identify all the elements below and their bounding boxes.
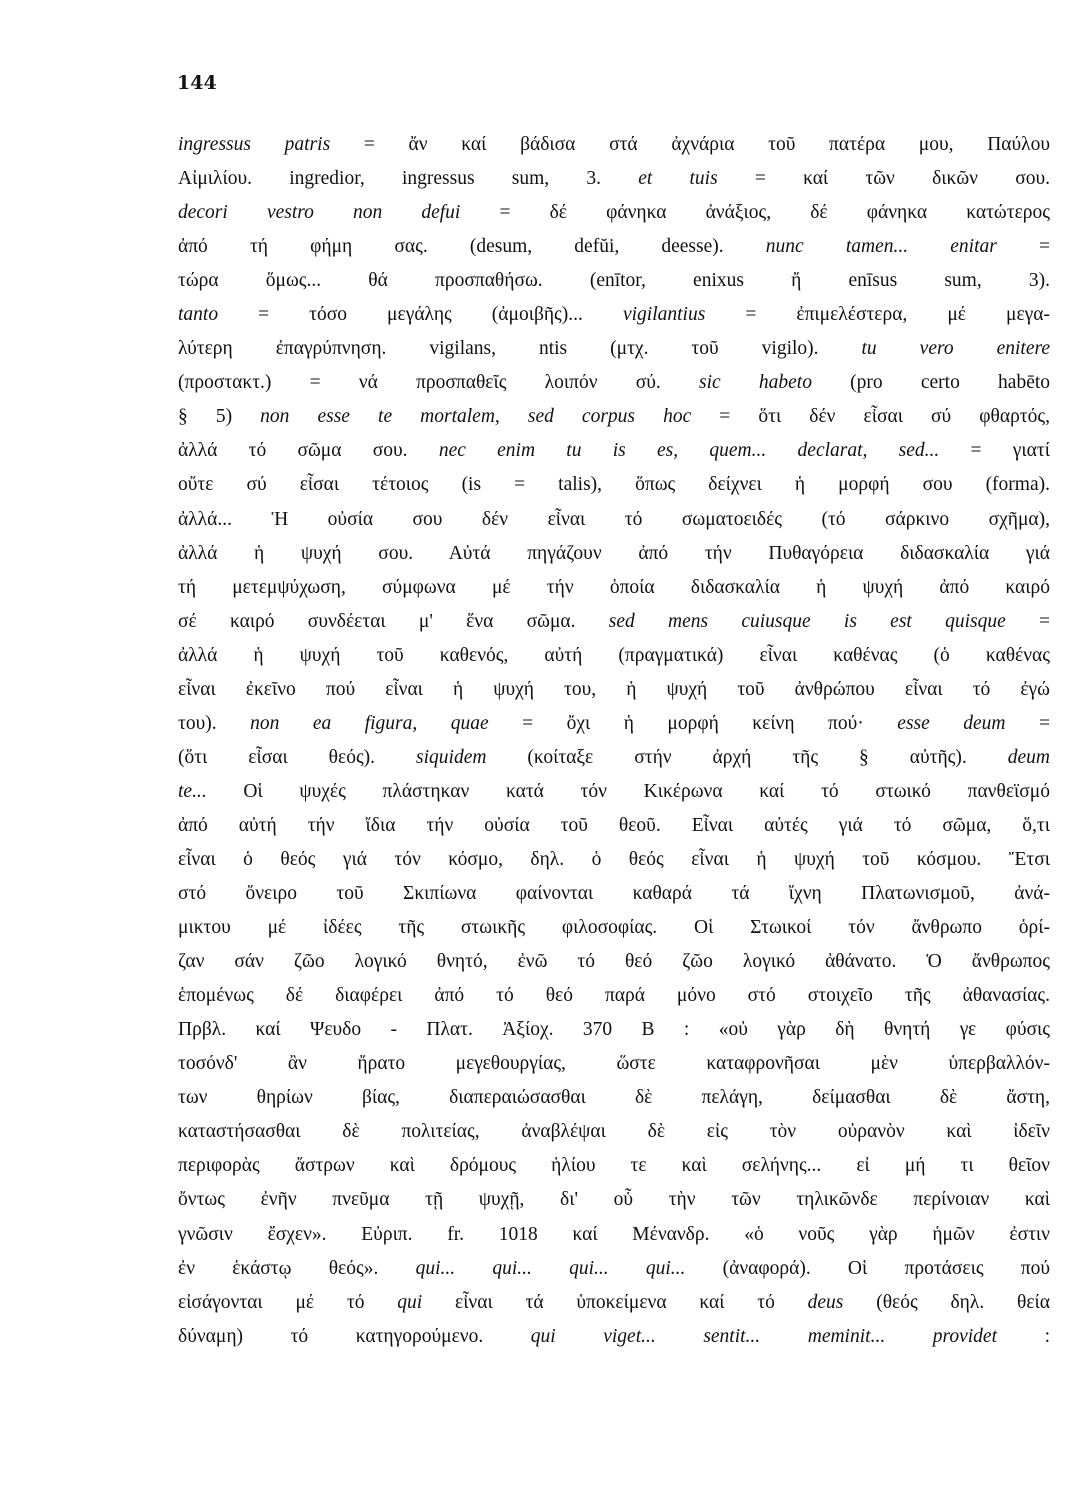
text-segment: = ἄν καί βάδισα στά ἀχνάρια τοῦ πατέρα μου, Παύλου — [330, 134, 1050, 155]
text-line — [178, 741, 1050, 775]
text-line — [178, 605, 1050, 639]
text-segment: ὄντως ἐνῆν πνεῦμα τῇ ψυχῇ, δι' οὗ τὴν τῶν τηλικῶνδε περίνοιαν καὶ — [178, 1189, 1050, 1211]
text-segment: οὔτε σύ εἶσαι τέτοιος (is = talis), ὅπως δείχνει ἡ μορφή σου (forma). — [178, 474, 1050, 496]
text-segment: (προστακτ.) = νά προσπαθεῖς λοιπόν σύ. — [178, 372, 699, 394]
latin-term: tanto — [178, 304, 219, 326]
text-line — [178, 1286, 1050, 1320]
latin-term: nec enim tu is es, quem... declarat, sed... — [438, 440, 940, 462]
text-line — [178, 264, 1050, 298]
text-line — [178, 1115, 1050, 1149]
text-line — [178, 911, 1050, 945]
text-line — [178, 673, 1050, 707]
text-segment: ἐν ἑκάστῳ θεός». — [178, 1257, 416, 1279]
latin-term: qui viget... sentit... meminit... providet — [530, 1325, 998, 1347]
text-segment: ἀλλά... Ἡ οὐσία σου δέν εἶναι τό σωματοειδές (τό σάρκινο σχῆμα), — [178, 508, 1050, 530]
text-segment: ἑπομένως δέ διαφέρει ἀπό τό θεό παρά μόνο στό στοιχεῖο τῆς ἀθανασίας. — [178, 985, 1050, 1007]
latin-term: sed mens cuiusque is est quisque — [608, 610, 1006, 632]
text-segment: γνῶσιν ἔσχεν». Εὐριπ. fr. 1018 καί Μένανδρ. «ὁ νοῦς γὰρ ἡμῶν ἐστιν — [178, 1223, 1050, 1245]
text-line — [178, 639, 1050, 673]
text-segment: δύναμη) τό κατηγορούμενο. — [178, 1325, 531, 1347]
text-line — [178, 571, 1050, 605]
text-segment: ἀπό τή φήμη σας. (desum, defŭi, deesse). — [178, 236, 766, 258]
text-line — [178, 843, 1050, 877]
text-segment: τή μετεμψύχωση, σύμφωνα μέ τήν ὁποία διδασκαλία ἡ ψυχή ἀπό καιρό — [178, 576, 1050, 598]
latin-term: nunc tamen... enitar — [765, 236, 997, 258]
text-segment: = — [1005, 712, 1050, 734]
text-line — [178, 1320, 1050, 1354]
text-line — [178, 332, 1050, 366]
text-segment: = — [996, 236, 1050, 258]
text-segment: = ὅτι δέν εἶσαι σύ φθαρτός, — [691, 406, 1050, 428]
text-line — [178, 979, 1050, 1013]
text-line — [178, 298, 1050, 332]
text-segment: = — [1005, 610, 1050, 632]
text-segment: Αἰμιλίου. ingredior, ingressus sum, 3. — [178, 168, 639, 190]
text-segment: περιφορὰς ἄστρων καὶ δρόμους ἡλίου τε καὶ σελήνης... εἰ μή τι θεῖον — [178, 1155, 1050, 1177]
text-line — [178, 809, 1050, 843]
text-line — [178, 434, 1050, 468]
text-segment: εἶναι τά ὑποκείμενα καί τό — [422, 1291, 808, 1313]
latin-term: sic habeto — [699, 372, 812, 394]
text-line — [178, 196, 1050, 230]
text-segment: στό ὄνειρο τοῦ Σκιπίωνα φαίνονται καθαρά τά ἴχνη Πλατωνισμοῦ, ἀνά- — [178, 883, 1050, 905]
text-segment: εἶναι ἐκεῖνο πού εἶναι ἡ ψυχή του, ἡ ψυχή τοῦ ἀνθρώπου εἶναι τό ἐγώ — [178, 678, 1050, 700]
text-segment: τοσόνδ' ἂν ἤρατο μεγεθουργίας, ὥστε καταφρονῆσαι μὲν ὑπερβαλλόν- — [178, 1053, 1050, 1075]
page-number: 144 — [177, 72, 217, 94]
text-segment: = ὄχι ἡ μορφή κείνη πού· — [488, 712, 898, 734]
text-line — [178, 1218, 1050, 1252]
text-line — [178, 1149, 1050, 1183]
text-line — [178, 775, 1050, 809]
text-line — [178, 1081, 1050, 1115]
text-line — [178, 537, 1050, 571]
text-line — [178, 1252, 1050, 1286]
text-line — [178, 366, 1050, 400]
latin-term: te... — [178, 780, 207, 802]
text-segment: = δέ φάνηκα ἀνάξιος, δέ φάνηκα κατώτερος — [460, 202, 1050, 224]
text-segment: : — [997, 1325, 1050, 1347]
latin-term: vigilantius — [622, 304, 706, 326]
text-segment: του). — [178, 712, 251, 734]
text-line — [178, 1013, 1050, 1047]
text-segment: λύτερη ἐπαγρύπνηση. vigilans, ntis (μτχ. τοῦ vigilo). — [178, 338, 862, 360]
latin-term: siquidem — [416, 746, 487, 768]
latin-term: decori vestro non defui — [178, 202, 461, 224]
text-segment: εἶναι ὁ θεός γιά τόν κόσμο, δηλ. ὁ θεός εἶναι ἡ ψυχή τοῦ κόσμου. Ἔτσι — [178, 848, 1050, 870]
text-segment: ζαν σάν ζῶο λογικό θνητό, ἐνῶ τό θεό ζῶο λογικό ἀθάνατο. Ὁ ἄνθρωπος — [178, 951, 1050, 973]
text-segment: των θηρίων βίας, διαπεραιώσασθαι δὲ πελάγη, δείμασθαι δὲ ἄστη, — [178, 1087, 1050, 1109]
text-line — [178, 503, 1050, 537]
text-segment: (pro certo habēto — [811, 372, 1050, 394]
text-line — [178, 707, 1050, 741]
text-line — [178, 1183, 1050, 1217]
commentary-text — [178, 128, 1050, 1354]
text-segment: = ἐπιμελέστερα, μέ μεγα- — [705, 304, 1050, 326]
latin-term: qui — [397, 1291, 423, 1313]
text-segment: = καί τῶν δικῶν σου. — [717, 168, 1050, 190]
text-line — [178, 162, 1050, 196]
text-segment: ἀλλά τό σῶμα σου. — [178, 440, 439, 462]
latin-term: et tuis — [638, 168, 718, 190]
text-segment: (ὅτι εἶσαι θεός). — [178, 746, 417, 768]
text-segment: (ἀναφορά). Οἱ προτάσεις πού — [685, 1257, 1050, 1279]
text-line — [178, 400, 1050, 434]
text-line — [178, 468, 1050, 502]
text-segment: = γιατί — [939, 440, 1050, 462]
text-line — [178, 128, 1050, 162]
text-segment: = τόσο μεγάλης (ἀμοιβῆς)... — [218, 304, 623, 326]
text-segment: εἰσάγονται μέ τό — [178, 1291, 398, 1313]
text-line — [178, 945, 1050, 979]
latin-term: deus — [807, 1291, 844, 1313]
latin-term: ingressus patris — [178, 134, 331, 155]
text-line — [178, 1047, 1050, 1081]
text-segment: Οἱ ψυχές πλάστηκαν κατά τόν Κικέρωνα καί τό στωικό πανθεϊσμό — [206, 780, 1050, 802]
text-segment: Πρβλ. καί Ψευδο - Πλατ. Ἀξίοχ. 370 B : «οὐ γὰρ δὴ θνητή γε φύσις — [178, 1019, 1050, 1041]
text-segment: σέ καιρό συνδέεται μ' ἕνα σῶμα. — [178, 610, 609, 632]
text-segment: ἀλλά ἡ ψυχή σου. Αὐτά πηγάζουν ἀπό τήν Πυθαγόρεια διδασκαλία γιά — [178, 542, 1050, 564]
text-line — [178, 877, 1050, 911]
text-segment: τώρα ὅμως... θά προσπαθήσω. (enītor, enixus ἤ enīsus sum, 3). — [178, 270, 1050, 292]
text-segment: καταστήσασθαι δὲ πολιτείας, ἀναβλέψαι δὲ εἰς τὸν οὐρανὸν καὶ ἰδεῖν — [178, 1121, 1050, 1143]
text-segment: μικτου μέ ἰδέες τῆς στωικῆς φιλοσοφίας. Οἱ Στωικοί τόν ἄνθρωπο ὁρί- — [178, 917, 1050, 939]
text-segment: ἀπό αὐτή τήν ἴδια τήν οὐσία τοῦ θεοῦ. Εἶναι αὐτές γιά τό σῶμα, ὅ,τι — [178, 814, 1050, 836]
text-segment: § 5) — [178, 406, 261, 428]
latin-term: non ea figura, quae — [250, 712, 489, 734]
latin-term: non esse te mortalem, sed corpus hoc — [260, 406, 692, 428]
latin-term: qui... qui... qui... qui... — [415, 1257, 686, 1279]
text-segment: (θεός δηλ. θεία — [843, 1291, 1050, 1313]
text-segment: ἀλλά ἡ ψυχή τοῦ καθενός, αὐτή (πραγματικά) εἶναι καθένας (ὁ καθένας — [178, 644, 1050, 666]
latin-term: esse deum — [897, 712, 1006, 734]
text-line — [178, 230, 1050, 264]
latin-term: tu vero enitere — [861, 338, 1050, 360]
latin-term: deum — [1007, 746, 1050, 768]
text-segment: (κοίταξε στήν ἀρχή τῆς § αὐτῆς). — [486, 746, 1008, 768]
